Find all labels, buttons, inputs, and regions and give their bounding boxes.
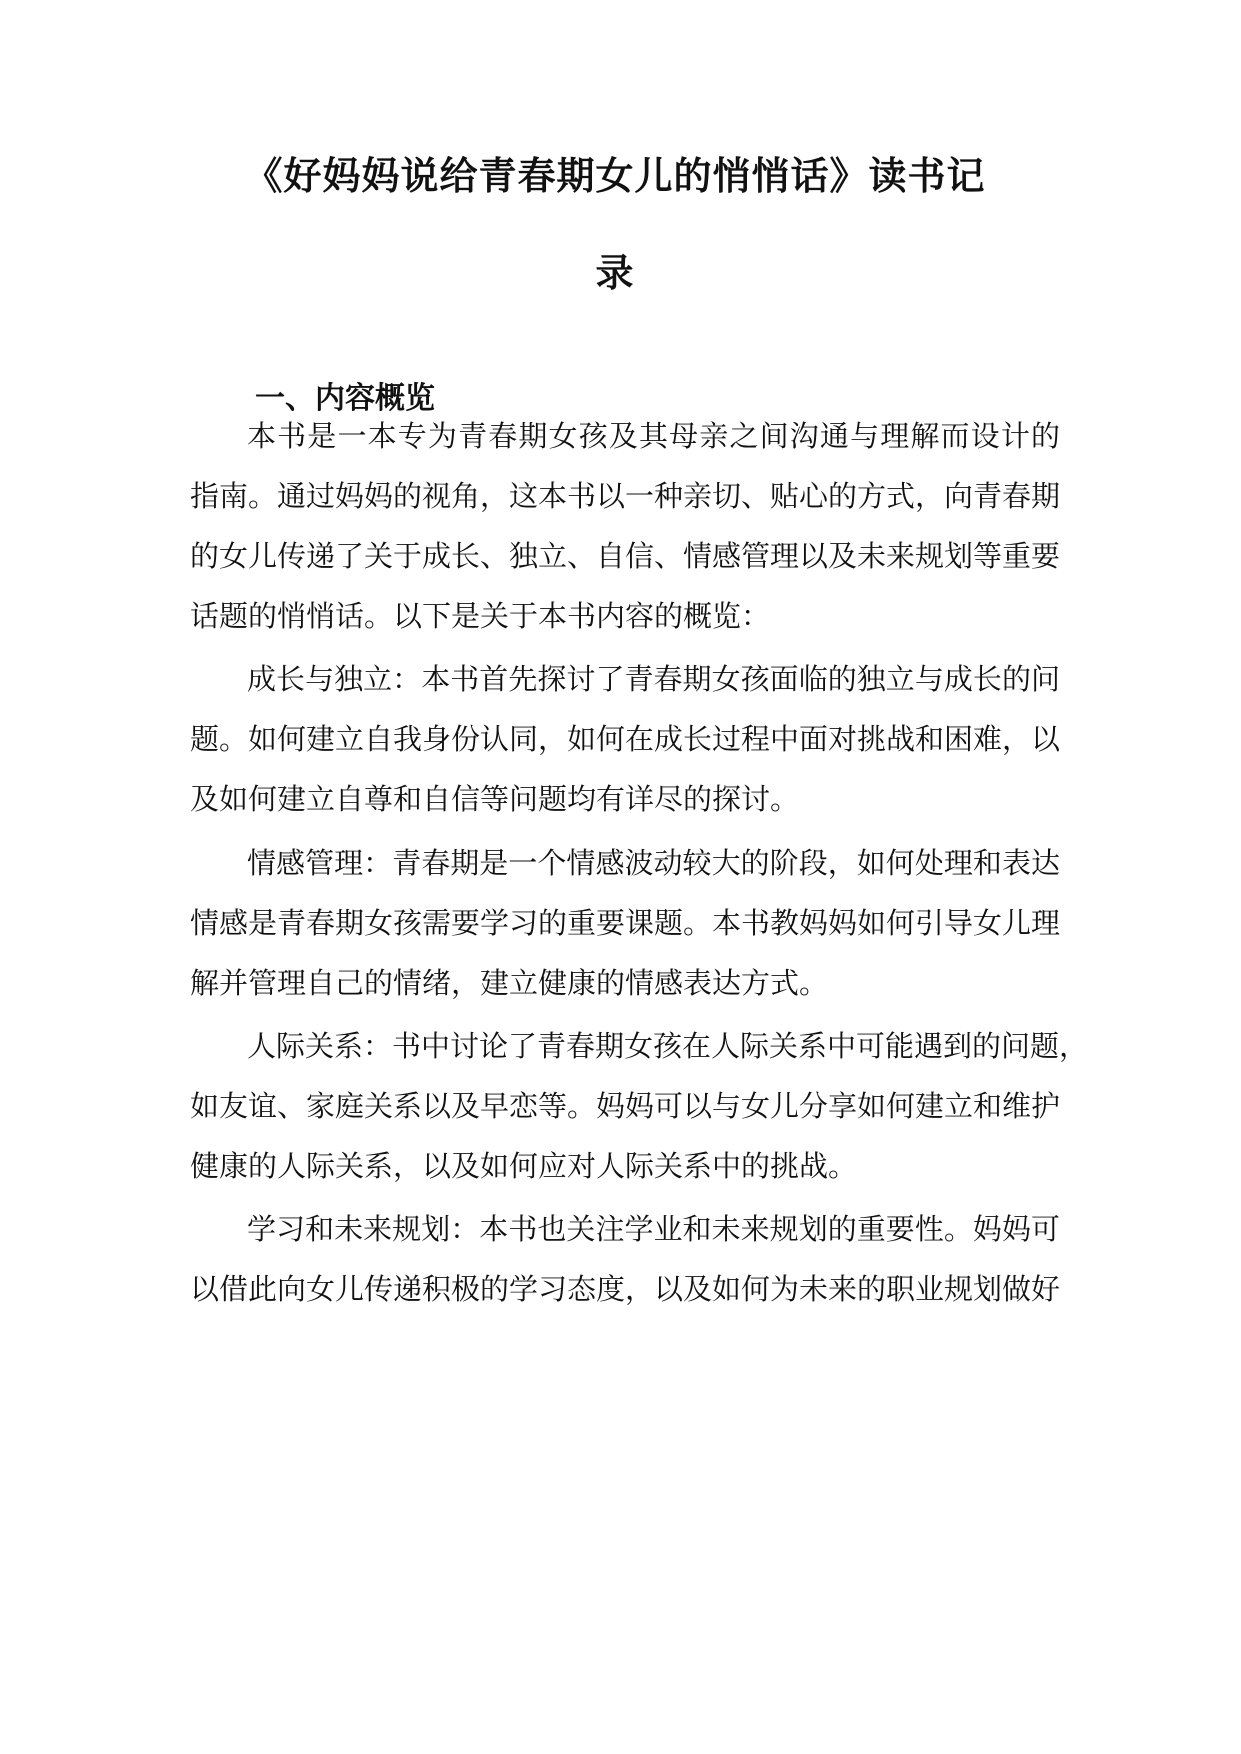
paragraph-line: 成长与独立：本书首先探讨了青春期女孩面临的独立与成长的问 (247, 662, 1060, 696)
paragraph-line: 本书是一本专为青春期女孩及其母亲之间沟通与理解而设计的 (247, 419, 1060, 453)
paragraph-line: 以借此向女儿传递积极的学习态度，以及如何为未来的职业规划做好 (190, 1272, 1061, 1306)
paragraph-line: 指南。通过妈妈的视角，这本书以一种亲切、贴心的方式，向青春期 (190, 479, 1061, 513)
paragraph-line: 情感管理：青春期是一个情感波动较大的阶段，如何处理和表达 (247, 846, 1060, 880)
paragraph-line: 及如何建立自尊和自信等问题均有详尽的探讨。 (190, 782, 800, 816)
paragraph-line: 人际关系：书中讨论了青春期女孩在人际关系中可能遇到的问题， (247, 1029, 1089, 1063)
section-heading: 一、内容概览 (255, 381, 435, 416)
paragraph-line: 的女儿传递了关于成长、独立、自信、情感管理以及未来规划等重要 (190, 539, 1061, 573)
paragraph-line: 如友谊、家庭关系以及早恋等。妈妈可以与女儿分享如何建立和维护 (190, 1089, 1061, 1123)
paragraph-line: 话题的悄悄话。以下是关于本书内容的概览： (190, 599, 771, 633)
paragraph-line: 解并管理自己的情绪，建立健康的情感表达方式。 (190, 966, 829, 1000)
document-title-line-1: 《好妈妈说给青春期女儿的悄悄话》读书记 (244, 154, 986, 198)
paragraph-line: 情感是青春期女孩需要学习的重要课题。本书教妈妈如何引导女儿理 (190, 906, 1061, 940)
paragraph-line: 学习和未来规划：本书也关注学业和未来规划的重要性。妈妈可 (247, 1212, 1060, 1246)
document-title-line-2: 录 (595, 251, 635, 295)
paragraph-line: 健康的人际关系，以及如何应对人际关系中的挑战。 (190, 1149, 858, 1183)
paragraph-line: 题。如何建立自我身份认同，如何在成长过程中面对挑战和困难，以 (190, 722, 1061, 756)
